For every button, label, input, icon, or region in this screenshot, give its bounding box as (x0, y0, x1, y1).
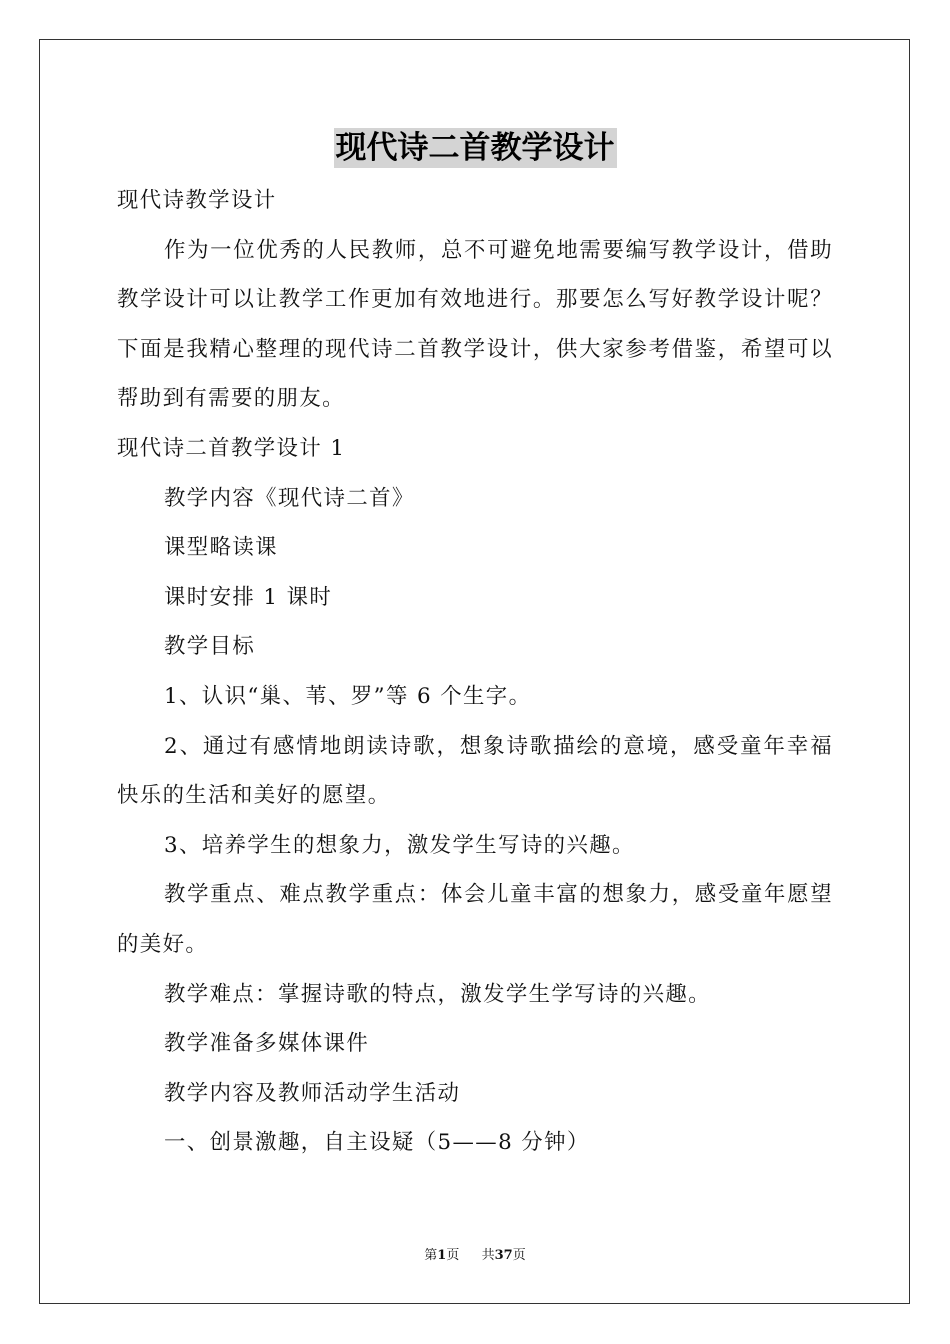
paragraph: 课时安排 1 课时 (164, 584, 333, 610)
paragraph: 教学难点：掌握诗歌的特点，激发学生学写诗的兴趣。 (164, 981, 711, 1007)
document-title: 现代诗二首教学设计 (335, 130, 615, 166)
paragraph: 2、通过有感情地朗读诗歌，想象诗歌描绘的意境，感受童年幸福快乐的生活和美好的愿望。 (117, 733, 833, 809)
total-prefix: 共 (481, 1248, 495, 1263)
page-footer (0, 1247, 950, 1265)
title-wrap (0, 128, 950, 168)
document-body (117, 176, 833, 1168)
page-number: 1 (437, 1248, 447, 1263)
paragraph: 教学内容《现代诗二首》 (164, 485, 415, 511)
paragraph: 教学准备多媒体课件 (164, 1031, 370, 1057)
paragraph: 现代诗二首教学设计 1 (117, 435, 346, 461)
page-suffix: 页 (446, 1248, 460, 1263)
paragraph: 教学目标 (164, 634, 256, 660)
paragraph: 3、培养学生的想象力，激发学生写诗的兴趣。 (164, 832, 635, 858)
paragraph: 课型略读课 (164, 535, 278, 561)
paragraph: 一、创景激趣，自主设疑（5——8 分钟） (164, 1130, 590, 1156)
total-suffix: 页 (512, 1248, 526, 1263)
paragraph: 现代诗教学设计 (117, 188, 277, 213)
page-prefix: 第 (424, 1248, 438, 1263)
paragraph: 教学重点、难点教学重点：体会儿童丰富的想象力，感受童年愿望的美好。 (117, 882, 833, 957)
paragraph: 1、认识“巢、苇、罗”等 6 个生字。 (164, 683, 532, 709)
total-pages: 37 (494, 1248, 513, 1263)
paragraph: 作为一位优秀的人民教师，总不可避免地需要编写教学设计，借助教学设计可以让教学工作更加有效地进行。那要怎么写好教学设计呢？下面是我精心整理的现代诗二首教学设计，供大家参考借鉴，希望可以帮助到有需要的朋友。 (117, 237, 833, 412)
paragraph: 教学内容及教师活动学生活动 (164, 1080, 461, 1106)
